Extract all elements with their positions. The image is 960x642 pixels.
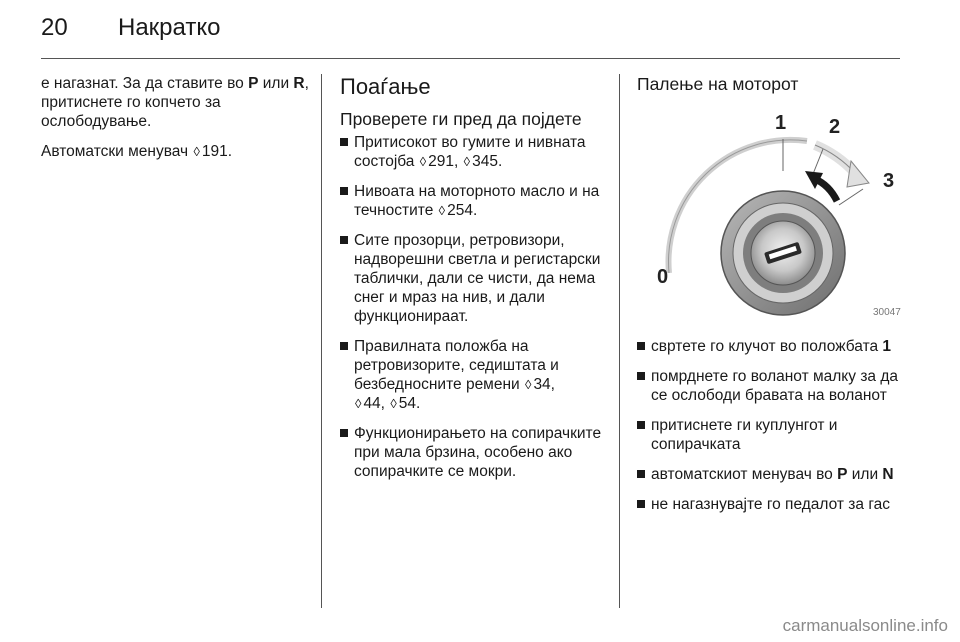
square-bullet-icon	[637, 372, 645, 380]
square-bullet-icon	[340, 429, 348, 437]
list-item: притиснете ги куплунгот и сопирачката	[637, 416, 902, 454]
ignition-figure	[647, 101, 903, 323]
list-item: не нагазнувајте го педалот за гас	[637, 495, 902, 514]
section-heading: Поаѓање	[340, 74, 431, 99]
column-divider	[321, 74, 322, 608]
position-label-1: 1	[775, 112, 787, 134]
list-item: автоматскиот менувач во P или N	[637, 465, 902, 484]
xref-icon: ◊	[355, 396, 362, 411]
page-ref-link[interactable]: 291,	[428, 153, 459, 170]
column-2	[340, 74, 605, 492]
xref-icon: ◊	[463, 154, 471, 169]
xref-icon: ◊	[193, 144, 200, 159]
list-item: Правилната положба на ретровизорите, седиштата и безбедносните ремени ◊ 34, ◊ 44, ◊ 54.	[340, 337, 605, 413]
page-number: 20	[41, 14, 68, 41]
page-title: Накратко	[118, 14, 221, 41]
figure-code: 30047	[873, 307, 901, 318]
paragraph: Автоматски менувач ◊ 191.	[41, 143, 233, 160]
list-item: Функционирањето на сопирачките при мала брзина, особено ако сопирачките се мокри.	[340, 424, 605, 481]
page-ref-link[interactable]: 44,	[363, 395, 385, 412]
square-bullet-icon	[637, 342, 645, 350]
page-ref-link[interactable]: 345.	[472, 153, 503, 170]
position-label-2: 2	[829, 116, 841, 138]
xref-icon: ◊	[525, 377, 532, 392]
square-bullet-icon	[340, 342, 348, 350]
checklist	[340, 133, 605, 481]
page-ref-link[interactable]: 254.	[447, 202, 478, 219]
page-ref-link[interactable]: 54.	[398, 395, 421, 412]
position-label-3: 3	[883, 170, 895, 192]
page-ref-link[interactable]: 34,	[533, 376, 555, 393]
list-item: свртете го клучот во положбата 1	[637, 337, 902, 356]
list-item: помрднете го воланот малку за да се ослободи бравата на воланот	[637, 367, 902, 405]
square-bullet-icon	[637, 470, 645, 478]
header-rule	[41, 58, 900, 59]
subsection-heading: Проверете ги пред да појдете	[340, 109, 582, 129]
list-item: Притисокот во гумите и нивната состојба ◊ 291, ◊ 345.	[340, 133, 605, 171]
watermark: carmanualsonline.info	[782, 616, 948, 635]
column-3	[637, 74, 902, 525]
column-1	[41, 74, 309, 172]
ignition-switch-illustration	[647, 101, 903, 323]
list-item: Нивоата на моторното масло и на течностите ◊ 254.	[340, 182, 605, 220]
square-bullet-icon	[340, 236, 348, 244]
page-ref-link[interactable]: 191.	[201, 143, 233, 160]
start-procedure-list	[637, 337, 902, 514]
list-item: Сите прозорци, ретровизори, надворешни светла и регистарски таблички, дали се чисти, да нема снег и мраз на нив, и дали функционираат.	[340, 231, 605, 326]
square-bullet-icon	[340, 138, 348, 146]
xref-icon: ◊	[419, 154, 427, 169]
position-label-0: 0	[657, 266, 669, 288]
column-divider	[619, 74, 620, 608]
square-bullet-icon	[637, 500, 645, 508]
square-bullet-icon	[340, 187, 348, 195]
xref-icon: ◊	[390, 396, 397, 411]
square-bullet-icon	[637, 421, 645, 429]
xref-icon: ◊	[438, 203, 446, 218]
section-heading: Палење на моторот	[637, 74, 799, 94]
paragraph: е нагазнат. За да ставите во P или R, притиснете го копчето за ослободување.	[41, 75, 309, 130]
